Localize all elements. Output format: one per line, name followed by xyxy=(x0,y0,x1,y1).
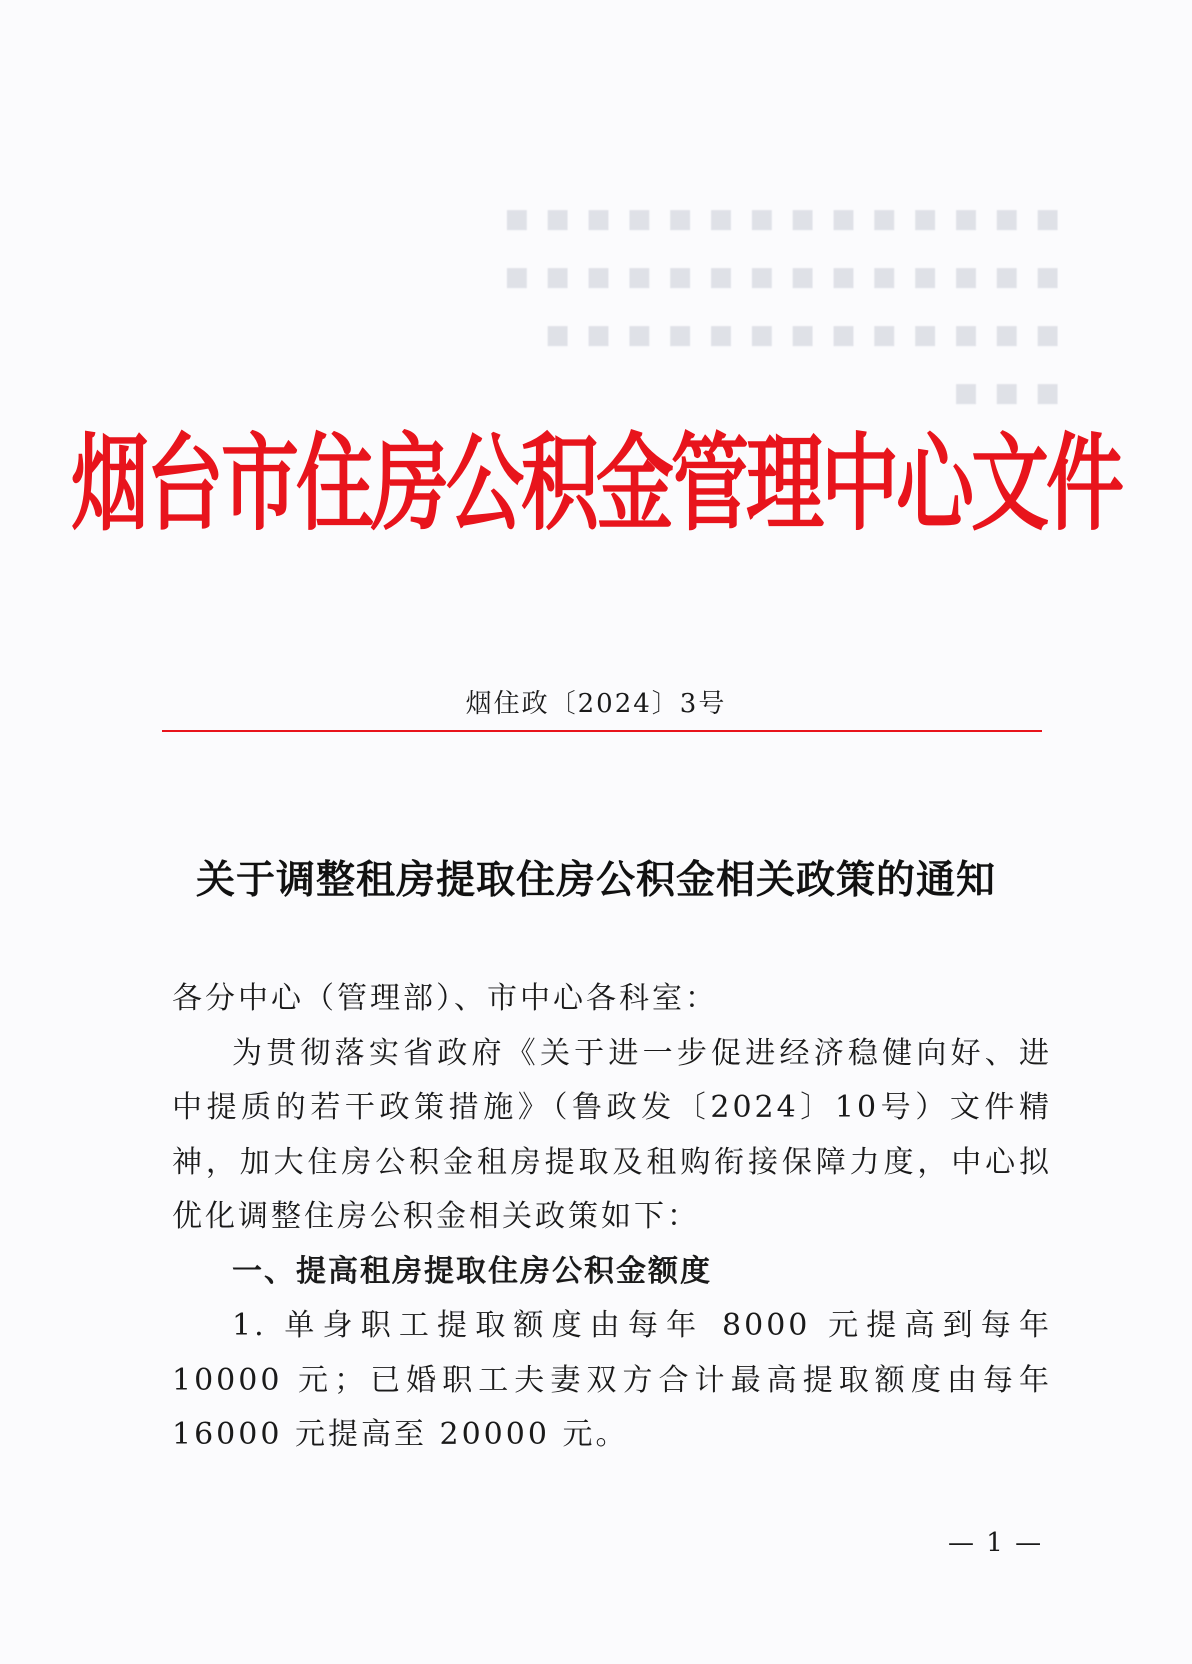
red-separator-line xyxy=(162,730,1042,732)
recipients-line: 各分中心（管理部）、市中心各科室： xyxy=(172,981,718,1016)
document-title: 关于调整租房提取住房公积金相关政策的通知 xyxy=(195,857,996,903)
page-number: — 1 — xyxy=(948,1528,1044,1558)
section-heading-1: 一、提高租房提取住房公积金额度 xyxy=(232,1253,712,1289)
document-masthead: 烟台市住房公积金管理中心文件 xyxy=(70,424,1121,546)
section-1-item-1: 1. 单身职工提取额度由每年 8000 元提高到每年 10000 元；已婚职工夫妻双方合计最高提取额度由每年 16000 元提高至 20000 元。 xyxy=(172,1308,1052,1452)
reverse-side-bleed-through: ■ ■ ■ ■ ■ ■ ■ ■ ■ ■ ■ ■ ■ ■ ■ ■ ■ ■ ■ ■ ■ ■ ■ ■ ■ ■ ■ ■ ■ ■ ■ ■ ■ ■ ■ ■ ■ ■ ■ ■ ■ ■ ■ ■ xyxy=(500,204,1060,408)
document-number: 烟住政〔2024〕3号 xyxy=(465,689,727,719)
document-body xyxy=(172,972,1052,1463)
intro-paragraph: 为贯彻落实省政府《关于进一步促进经济稳健向好、进中提质的若干政策措施》（鲁政发〔2024〕10号）文件精神，加大住房公积金租房提取及租购衔接保障力度，中心拟优化调整住房公积金相关政策如下： xyxy=(172,1035,1052,1234)
